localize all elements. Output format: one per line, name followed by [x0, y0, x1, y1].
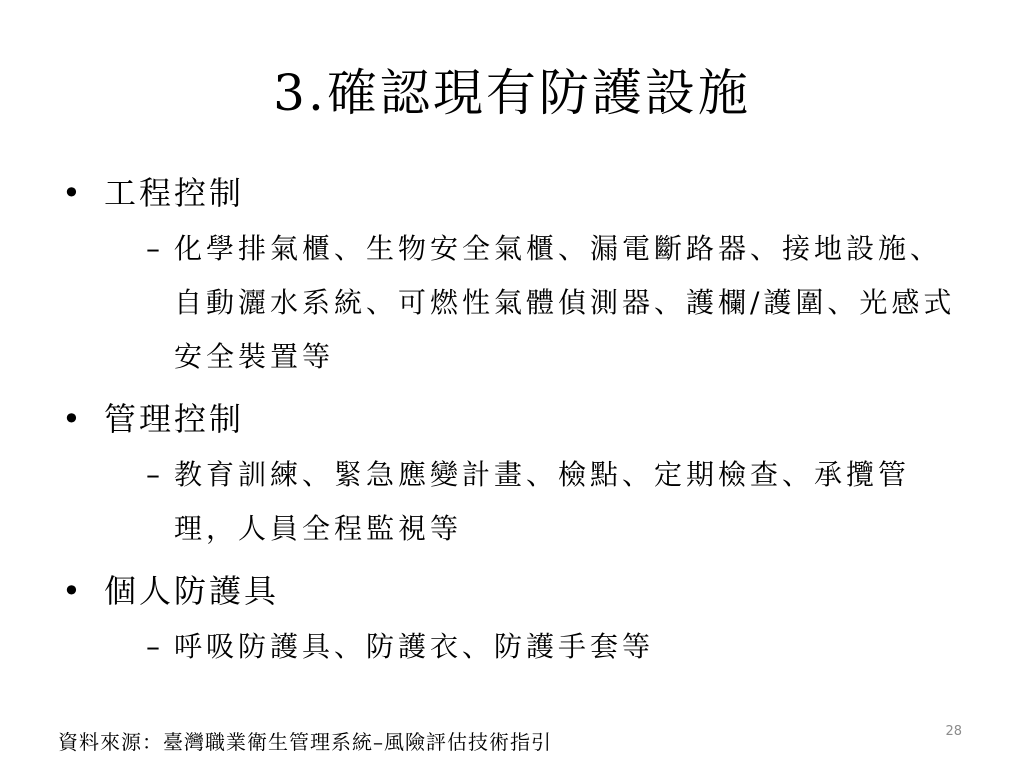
- bullet-item: [62, 170, 972, 216]
- section-detail: 教育訓練、緊急應變計畫、檢點、定期檢查、承攬管理，人員全程監視等: [174, 458, 911, 545]
- section-heading: 工程控制: [104, 174, 245, 212]
- slide-content: [62, 170, 972, 674]
- sub-bullet-item: [146, 620, 972, 674]
- section-personal-protective-equipment: [62, 568, 972, 674]
- sub-bullet-item: [146, 222, 972, 384]
- section-detail: 呼吸防護具、防護衣、防護手套等: [174, 630, 655, 663]
- slide-title: 3.確認現有防護設施: [273, 64, 751, 122]
- bullet-item: [62, 396, 972, 442]
- page-number: 28: [945, 724, 962, 739]
- dash-icon: –: [146, 458, 160, 491]
- section-detail: 化學排氣櫃、生物安全氣櫃、漏電斷路器、接地設施、自動灑水系統、可燃性氣體偵測器、護欄/護圍、光感式安全裝置等: [174, 232, 956, 373]
- section-engineering-controls: [62, 170, 972, 384]
- bullet-icon: •: [62, 572, 84, 610]
- bullet-icon: •: [62, 174, 84, 212]
- section-administrative-controls: [62, 396, 972, 556]
- section-heading: 管理控制: [104, 400, 245, 438]
- section-heading: 個人防護具: [104, 572, 280, 610]
- dash-icon: –: [146, 232, 160, 265]
- source-note: 資料來源：臺灣職業衛生管理系統–風險評估技術指引: [58, 730, 552, 754]
- sub-bullet-item: [146, 448, 972, 556]
- dash-icon: –: [146, 630, 160, 663]
- bullet-icon: •: [62, 400, 84, 438]
- bullet-item: [62, 568, 972, 614]
